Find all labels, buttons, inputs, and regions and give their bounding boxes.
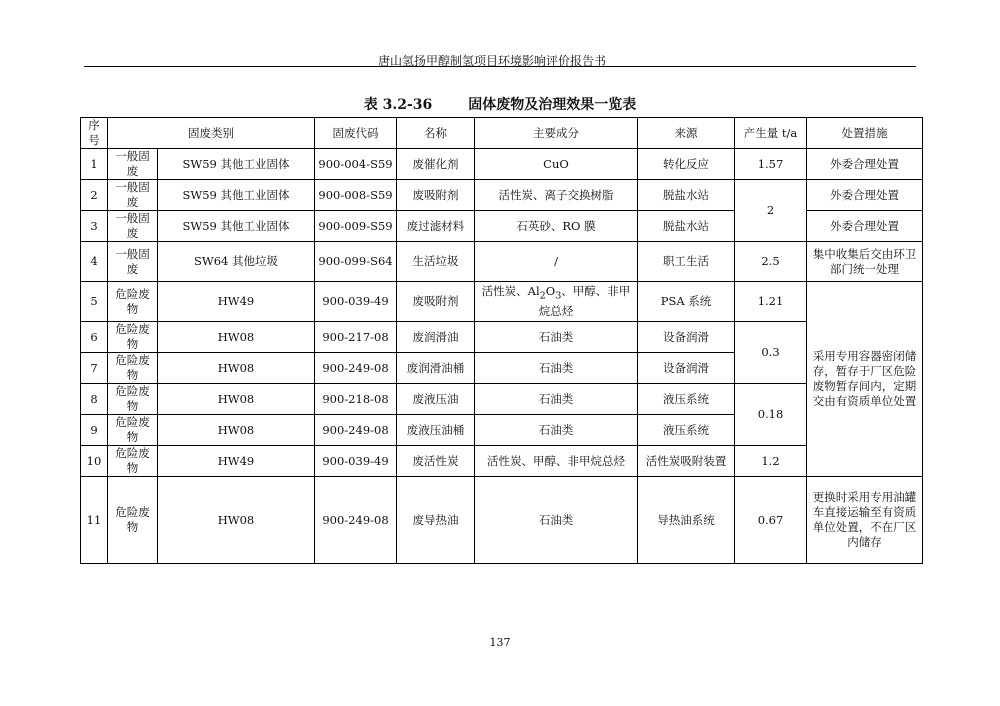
table-number: 表 3.2-36 <box>363 97 433 113</box>
header-name: 名称 <box>397 118 475 149</box>
cell-name: 废活性炭 <box>397 446 475 477</box>
cell-code: 900-009-S59 <box>315 211 397 242</box>
table-caption <box>80 94 920 114</box>
cell-disposal: 集中收集后交由环卫部门统一处理 <box>807 242 923 282</box>
cell-code: 900-004-S59 <box>315 149 397 180</box>
cell-category: 危险废物 <box>108 322 158 353</box>
cell-category: 一般固废 <box>108 149 158 180</box>
cell-no: 7 <box>81 353 108 384</box>
cell-no: 1 <box>81 149 108 180</box>
cell-no: 10 <box>81 446 108 477</box>
cell-composition: 石油类 <box>475 477 638 564</box>
cell-disposal: 外委合理处置 <box>807 180 923 211</box>
cell-amount: 1.2 <box>735 446 807 477</box>
table-title: 固体废物及治理效果一览表 <box>468 97 637 113</box>
solid-waste-table <box>80 117 923 564</box>
cell-amount: 2.5 <box>735 242 807 282</box>
header-source: 来源 <box>638 118 735 149</box>
cell-category: 危险废物 <box>108 282 158 322</box>
header-disposal: 处置措施 <box>807 118 923 149</box>
cell-class: SW59 其他工业固体 <box>158 211 315 242</box>
cell-no: 4 <box>81 242 108 282</box>
cell-composition: 石油类 <box>475 353 638 384</box>
cell-code: 900-039-49 <box>315 282 397 322</box>
table-row <box>81 384 923 415</box>
cell-composition: 活性炭、离子交换树脂 <box>475 180 638 211</box>
cell-source: 活性炭吸附装置 <box>638 446 735 477</box>
cell-class: HW49 <box>158 282 315 322</box>
cell-category: 危险废物 <box>108 446 158 477</box>
cell-composition: 石油类 <box>475 322 638 353</box>
cell-category: 一般固废 <box>108 242 158 282</box>
cell-disposal-merged: 采用专用容器密闭储存，暂存于厂区危险废物暂存间内，定期交由有资质单位处置 <box>807 282 923 477</box>
cell-source: 设备润滑 <box>638 353 735 384</box>
cell-disposal: 外委合理处置 <box>807 211 923 242</box>
cell-name: 废导热油 <box>397 477 475 564</box>
cell-no: 3 <box>81 211 108 242</box>
cell-no: 9 <box>81 415 108 446</box>
cell-category: 一般固废 <box>108 211 158 242</box>
cell-code: 900-099-S64 <box>315 242 397 282</box>
cell-composition: 石油类 <box>475 384 638 415</box>
cell-amount: 0.3 <box>735 322 807 384</box>
cell-amount: 0.67 <box>735 477 807 564</box>
cell-amount: 1.57 <box>735 149 807 180</box>
table-row <box>81 180 923 211</box>
cell-composition: 活性炭、$Al_2O_3$、甲醇、非甲烷总烃 <box>475 282 638 322</box>
cell-name: 废吸附剂 <box>397 180 475 211</box>
cell-source: 脱盐水站 <box>638 180 735 211</box>
cell-name: 废液压油 <box>397 384 475 415</box>
cell-code: 900-218-08 <box>315 384 397 415</box>
table-row <box>81 322 923 353</box>
cell-category: 一般固废 <box>108 180 158 211</box>
cell-no: 2 <box>81 180 108 211</box>
cell-class: HW08 <box>158 384 315 415</box>
cell-code: 900-217-08 <box>315 322 397 353</box>
cell-category: 危险废物 <box>108 353 158 384</box>
cell-amount: 1.21 <box>735 282 807 322</box>
cell-composition: CuO <box>475 149 638 180</box>
cell-composition: 活性炭、甲醇、非甲烷总烃 <box>475 446 638 477</box>
header-category: 固废类别 <box>108 118 315 149</box>
cell-class: SW64 其他垃圾 <box>158 242 315 282</box>
table-header-row <box>81 118 923 149</box>
header-no: 序号 <box>81 118 108 149</box>
cell-name: 生活垃圾 <box>397 242 475 282</box>
cell-class: HW08 <box>158 322 315 353</box>
cell-name: 废吸附剂 <box>397 282 475 322</box>
cell-composition: 石英砂、RO 膜 <box>475 211 638 242</box>
cell-source: 导热油系统 <box>638 477 735 564</box>
cell-name: 废催化剂 <box>397 149 475 180</box>
table-row <box>81 446 923 477</box>
cell-category: 危险废物 <box>108 384 158 415</box>
header-composition: 主要成分 <box>475 118 638 149</box>
cell-source: PSA 系统 <box>638 282 735 322</box>
cell-amount: 0.18 <box>735 384 807 446</box>
cell-disposal: 外委合理处置 <box>807 149 923 180</box>
cell-name: 废润滑油 <box>397 322 475 353</box>
cell-class: HW49 <box>158 446 315 477</box>
header-amount: 产生量 t/a <box>735 118 807 149</box>
cell-category: 危险废物 <box>108 477 158 564</box>
cell-no: 8 <box>81 384 108 415</box>
table-row <box>81 242 923 282</box>
cell-no: 5 <box>81 282 108 322</box>
cell-no: 11 <box>81 477 108 564</box>
cell-class: HW08 <box>158 477 315 564</box>
cell-no: 6 <box>81 322 108 353</box>
cell-name: 废过滤材料 <box>397 211 475 242</box>
cell-name: 废液压油桶 <box>397 415 475 446</box>
cell-disposal: 更换时采用专用油罐车直接运输至有资质单位处置，不在厂区内储存 <box>807 477 923 564</box>
cell-composition: 石油类 <box>475 415 638 446</box>
cell-code: 900-249-08 <box>315 415 397 446</box>
report-header: 唐山氢扬甲醇制氢项目环境影响评价报告书 <box>377 54 606 68</box>
cell-source: 脱盐水站 <box>638 211 735 242</box>
cell-source: 职工生活 <box>638 242 735 282</box>
page-number: 137 <box>489 636 511 649</box>
cell-class: SW59 其他工业固体 <box>158 149 315 180</box>
header-code: 固废代码 <box>315 118 397 149</box>
cell-class: SW59 其他工业固体 <box>158 180 315 211</box>
cell-class: HW08 <box>158 353 315 384</box>
cell-amount: 2 <box>735 180 807 242</box>
cell-class: HW08 <box>158 415 315 446</box>
table-row <box>81 149 923 180</box>
cell-category: 危险废物 <box>108 415 158 446</box>
cell-code: 900-249-08 <box>315 353 397 384</box>
table-row <box>81 282 923 322</box>
cell-code: 900-249-08 <box>315 477 397 564</box>
cell-source: 液压系统 <box>638 384 735 415</box>
cell-code: 900-008-S59 <box>315 180 397 211</box>
cell-source: 转化反应 <box>638 149 735 180</box>
cell-composition: / <box>475 242 638 282</box>
cell-code: 900-039-49 <box>315 446 397 477</box>
cell-name: 废润滑油桶 <box>397 353 475 384</box>
table-row <box>81 477 923 564</box>
cell-source: 液压系统 <box>638 415 735 446</box>
cell-source: 设备润滑 <box>638 322 735 353</box>
header-rule <box>84 66 916 67</box>
